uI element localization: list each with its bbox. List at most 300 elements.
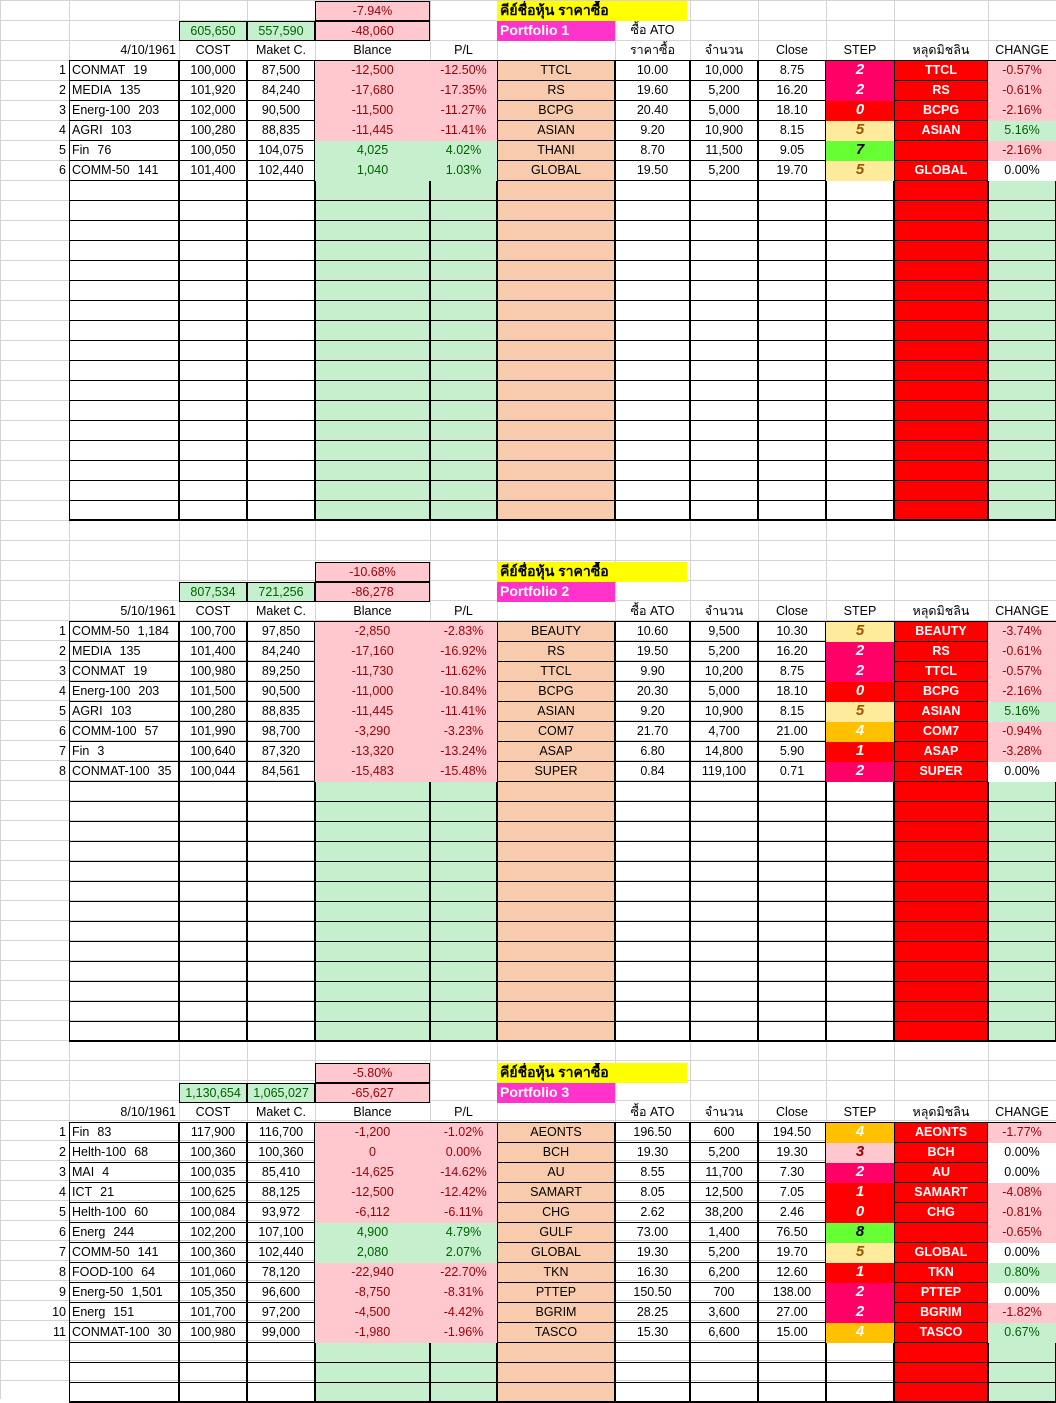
step-cell[interactable]: 1 — [826, 1263, 894, 1283]
balance-cell[interactable]: -1,200 — [315, 1123, 430, 1143]
cost-cell[interactable]: 100,360 — [190, 1245, 236, 1259]
cost-cell[interactable]: 101,400 — [190, 163, 236, 177]
pl-cell[interactable]: -8.31% — [430, 1283, 497, 1303]
pl-cell[interactable]: 4.79% — [430, 1223, 497, 1243]
pl-cell[interactable]: -3.23% — [430, 722, 497, 742]
balance-cell[interactable]: -14,625 — [315, 1163, 430, 1183]
balance-cell[interactable]: 1,040 — [315, 161, 430, 181]
balance-cell[interactable]: -17,160 — [315, 642, 430, 662]
change-cell[interactable]: -1.77% — [988, 1123, 1056, 1143]
pl-cell[interactable]: -11.41% — [430, 121, 497, 141]
change-cell[interactable]: 0.00% — [988, 161, 1056, 181]
close-cell[interactable]: 194.50 — [772, 1125, 812, 1139]
buy-price-cell[interactable]: 0.84 — [640, 764, 665, 778]
pl-cell[interactable]: -2.83% — [430, 622, 497, 642]
stock-cell[interactable]: GULF — [539, 1225, 573, 1239]
portfolio-pl-percent[interactable]: -5.80% — [315, 1063, 430, 1083]
group-cell[interactable] — [69, 1283, 179, 1303]
buy-price-cell[interactable]: 8.55 — [640, 1165, 665, 1179]
change-cell[interactable]: 0.00% — [988, 1283, 1056, 1303]
stop-cell[interactable]: TTCL — [925, 63, 957, 77]
stop-cell[interactable]: BCH — [927, 1145, 955, 1159]
pl-cell[interactable]: -14.62% — [430, 1163, 497, 1183]
stock-cell[interactable]: ASIAN — [537, 123, 575, 137]
step-cell[interactable]: 4 — [826, 722, 894, 742]
cost-cell[interactable]: 101,920 — [190, 83, 236, 97]
stock-cell[interactable]: BCPG — [538, 103, 574, 117]
market-cell[interactable]: 90,500 — [261, 103, 301, 117]
balance-cell[interactable]: -11,000 — [315, 682, 430, 702]
change-cell[interactable]: -0.94% — [988, 722, 1056, 742]
balance-cell[interactable]: -8,750 — [315, 1283, 430, 1303]
group-cell[interactable] — [69, 1203, 179, 1223]
buy-price-cell[interactable]: 196.50 — [633, 1125, 672, 1139]
change-cell[interactable]: -4.08% — [988, 1183, 1056, 1203]
step-cell[interactable]: 2 — [826, 61, 894, 81]
buy-price-cell[interactable]: 20.40 — [636, 103, 669, 117]
balance-cell[interactable]: -11,445 — [315, 121, 430, 141]
step-cell[interactable]: 8 — [826, 1223, 894, 1243]
pl-cell[interactable]: -13.24% — [430, 742, 497, 762]
change-cell[interactable]: -2.16% — [988, 141, 1056, 161]
stock-cell[interactable]: GLOBAL — [530, 163, 582, 177]
pl-cell[interactable]: 1.03% — [430, 161, 497, 181]
stock-cell[interactable]: TTCL — [540, 63, 572, 77]
group-cell[interactable] — [69, 1323, 179, 1343]
pl-cell[interactable]: -15.48% — [430, 762, 497, 782]
pl-cell[interactable]: -1.96% — [430, 1323, 497, 1343]
cost-cell[interactable]: 100,980 — [190, 1325, 236, 1339]
group-cell[interactable] — [69, 1143, 179, 1163]
cost-cell[interactable]: 100,000 — [190, 63, 236, 77]
step-cell[interactable]: 5 — [826, 121, 894, 141]
market-cell[interactable]: 87,320 — [261, 744, 301, 758]
total-cost[interactable]: 1,130,654 — [179, 1083, 247, 1103]
buy-price-cell[interactable]: 19.60 — [636, 83, 669, 97]
pl-cell[interactable]: -6.11% — [430, 1203, 497, 1223]
step-cell[interactable]: 2 — [826, 1163, 894, 1183]
cost-cell[interactable]: 100,625 — [190, 1185, 236, 1199]
group-cell[interactable] — [69, 1123, 179, 1143]
balance-cell[interactable]: -2,850 — [315, 622, 430, 642]
market-cell[interactable]: 84,240 — [261, 83, 301, 97]
qty-cell[interactable]: 700 — [713, 1285, 735, 1299]
qty-cell[interactable]: 1,400 — [708, 1225, 740, 1239]
pl-cell[interactable]: -12.50% — [430, 61, 497, 81]
change-cell[interactable]: -0.61% — [988, 642, 1056, 662]
change-cell[interactable]: 0.00% — [988, 1163, 1056, 1183]
buy-price-cell[interactable]: 9.90 — [640, 664, 665, 678]
cost-cell[interactable]: 101,990 — [190, 724, 236, 738]
market-cell[interactable]: 102,440 — [258, 1245, 304, 1259]
group-cell[interactable] — [69, 702, 179, 722]
market-cell[interactable]: 104,075 — [258, 143, 304, 157]
stock-cell[interactable]: RS — [547, 644, 565, 658]
qty-cell[interactable]: 11,500 — [705, 143, 743, 157]
cost-cell[interactable]: 100,044 — [190, 764, 236, 778]
change-cell[interactable]: 0.00% — [988, 1143, 1056, 1163]
pl-cell[interactable]: 2.07% — [430, 1243, 497, 1263]
step-cell[interactable]: 2 — [826, 762, 894, 782]
group-cell[interactable] — [69, 61, 179, 81]
portfolio-pl-percent[interactable]: -10.68% — [315, 562, 430, 582]
close-cell[interactable]: 16.20 — [776, 83, 808, 97]
cost-cell[interactable]: 100,280 — [190, 123, 236, 137]
total-balance[interactable]: -48,060 — [315, 21, 430, 41]
qty-cell[interactable]: 38,200 — [704, 1205, 744, 1219]
balance-cell[interactable]: -15,483 — [315, 762, 430, 782]
change-cell[interactable]: -0.61% — [988, 81, 1056, 101]
cost-cell[interactable]: 100,360 — [190, 1145, 236, 1159]
close-cell[interactable]: 19.30 — [776, 1145, 808, 1159]
group-cell[interactable] — [69, 1223, 179, 1243]
step-cell[interactable]: 4 — [826, 1323, 894, 1343]
group-cell[interactable] — [69, 622, 179, 642]
step-cell[interactable]: 2 — [826, 1303, 894, 1323]
stop-cell[interactable]: GLOBAL — [914, 1245, 968, 1259]
stop-cell[interactable] — [894, 141, 988, 161]
qty-cell[interactable]: 9,500 — [708, 624, 740, 638]
stop-cell[interactable]: ASIAN — [921, 123, 961, 137]
market-cell[interactable]: 107,100 — [258, 1225, 304, 1239]
market-cell[interactable]: 116,700 — [258, 1125, 304, 1139]
stop-cell[interactable]: GLOBAL — [914, 163, 968, 177]
step-cell[interactable]: 3 — [826, 1143, 894, 1163]
step-cell[interactable]: 5 — [826, 1243, 894, 1263]
group-cell[interactable] — [69, 121, 179, 141]
balance-cell[interactable]: -11,500 — [315, 101, 430, 121]
qty-cell[interactable]: 4,700 — [708, 724, 740, 738]
total-balance[interactable]: -86,278 — [315, 582, 430, 602]
stock-cell[interactable]: AEONTS — [530, 1125, 582, 1139]
cost-cell[interactable]: 100,035 — [190, 1165, 236, 1179]
change-cell[interactable]: -1.82% — [988, 1303, 1056, 1323]
stop-cell[interactable]: ASAP — [923, 744, 959, 758]
change-cell[interactable]: 0.80% — [988, 1263, 1056, 1283]
market-cell[interactable]: 87,500 — [261, 63, 301, 77]
cost-cell[interactable]: 102,000 — [190, 103, 236, 117]
total-cost[interactable]: 605,650 — [179, 21, 247, 41]
total-market[interactable]: 1,065,027 — [247, 1083, 315, 1103]
total-market[interactable]: 721,256 — [247, 582, 315, 602]
group-cell[interactable] — [69, 1183, 179, 1203]
balance-cell[interactable]: -1,980 — [315, 1323, 430, 1343]
qty-cell[interactable]: 5,200 — [708, 1245, 740, 1259]
group-cell[interactable] — [69, 161, 179, 181]
balance-cell[interactable]: -12,500 — [315, 1183, 430, 1203]
cost-cell[interactable]: 100,980 — [190, 664, 236, 678]
stop-cell[interactable]: BCPG — [922, 103, 960, 117]
step-cell[interactable]: 2 — [826, 642, 894, 662]
close-cell[interactable]: 2.46 — [779, 1205, 805, 1219]
close-cell[interactable]: 7.05 — [779, 1185, 805, 1199]
close-cell[interactable]: 16.20 — [776, 644, 808, 658]
market-cell[interactable]: 84,240 — [261, 644, 301, 658]
step-cell[interactable]: 1 — [826, 742, 894, 762]
balance-cell[interactable]: 4,025 — [315, 141, 430, 161]
stop-cell[interactable] — [894, 1223, 988, 1243]
close-cell[interactable]: 10.30 — [776, 624, 808, 638]
stop-cell[interactable]: TTCL — [925, 664, 957, 678]
stop-cell[interactable]: ASIAN — [921, 704, 961, 718]
qty-cell[interactable]: 6,200 — [708, 1265, 740, 1279]
step-cell[interactable]: 2 — [826, 81, 894, 101]
buy-price-cell[interactable]: 9.20 — [640, 704, 665, 718]
buy-price-cell[interactable]: 16.30 — [636, 1265, 669, 1279]
step-cell[interactable]: 0 — [826, 1203, 894, 1223]
close-cell[interactable]: 0.71 — [779, 764, 805, 778]
change-cell[interactable]: -0.57% — [988, 662, 1056, 682]
cost-cell[interactable]: 101,400 — [190, 644, 236, 658]
qty-cell[interactable]: 5,000 — [708, 684, 740, 698]
change-cell[interactable]: 0.00% — [988, 1243, 1056, 1263]
buy-price-cell[interactable]: 15.30 — [636, 1325, 669, 1339]
stock-cell[interactable]: PTTEP — [535, 1285, 577, 1299]
qty-cell[interactable]: 600 — [713, 1125, 735, 1139]
buy-price-cell[interactable]: 150.50 — [633, 1285, 672, 1299]
balance-cell[interactable]: -17,680 — [315, 81, 430, 101]
pl-cell[interactable]: -10.84% — [430, 682, 497, 702]
change-cell[interactable]: 0.67% — [988, 1323, 1056, 1343]
pl-cell[interactable]: 4.02% — [430, 141, 497, 161]
step-cell[interactable]: 0 — [826, 101, 894, 121]
stock-cell[interactable]: SAMART — [530, 1185, 582, 1199]
close-cell[interactable]: 8.15 — [779, 704, 805, 718]
close-cell[interactable]: 138.00 — [772, 1285, 812, 1299]
close-cell[interactable]: 5.90 — [779, 744, 805, 758]
group-cell[interactable] — [69, 1243, 179, 1263]
qty-cell[interactable]: 14,800 — [704, 744, 744, 758]
stock-cell[interactable]: SUPER — [534, 764, 578, 778]
market-cell[interactable]: 78,120 — [261, 1265, 301, 1279]
balance-cell[interactable]: -13,320 — [315, 742, 430, 762]
change-cell[interactable]: -3.74% — [988, 622, 1056, 642]
pl-cell[interactable]: -4.42% — [430, 1303, 497, 1323]
group-cell[interactable] — [69, 742, 179, 762]
group-cell[interactable] — [69, 1263, 179, 1283]
change-cell[interactable]: 5.16% — [988, 121, 1056, 141]
stock-cell[interactable]: AU — [547, 1165, 565, 1179]
buy-price-cell[interactable]: 21.70 — [636, 724, 669, 738]
buy-price-cell[interactable]: 9.20 — [640, 123, 665, 137]
step-cell[interactable]: 4 — [826, 1123, 894, 1143]
pl-cell[interactable]: -22.70% — [430, 1263, 497, 1283]
change-cell[interactable]: -0.65% — [988, 1223, 1056, 1243]
total-market[interactable]: 557,590 — [247, 21, 315, 41]
cost-cell[interactable]: 100,700 — [190, 624, 236, 638]
cost-cell[interactable]: 101,060 — [190, 1265, 236, 1279]
group-cell[interactable] — [69, 101, 179, 121]
cost-cell[interactable]: 100,084 — [190, 1205, 236, 1219]
balance-cell[interactable]: -6,112 — [315, 1203, 430, 1223]
cost-cell[interactable]: 100,280 — [190, 704, 236, 718]
stop-cell[interactable]: COM7 — [922, 724, 960, 738]
stop-cell[interactable]: TASCO — [919, 1325, 963, 1339]
qty-cell[interactable]: 5,200 — [708, 644, 740, 658]
market-cell[interactable]: 88,835 — [261, 704, 301, 718]
cost-cell[interactable]: 102,200 — [190, 1225, 236, 1239]
qty-cell[interactable]: 119,100 — [701, 764, 747, 778]
portfolio-pl-percent[interactable]: -7.94% — [315, 1, 430, 21]
group-cell[interactable] — [69, 642, 179, 662]
cost-cell[interactable]: 101,500 — [190, 684, 236, 698]
close-cell[interactable]: 15.00 — [776, 1325, 808, 1339]
change-cell[interactable]: 0.00% — [988, 762, 1056, 782]
qty-cell[interactable]: 6,600 — [708, 1325, 740, 1339]
stock-cell[interactable]: BEAUTY — [530, 624, 581, 638]
market-cell[interactable]: 89,250 — [261, 664, 301, 678]
pl-cell[interactable]: -11.62% — [430, 662, 497, 682]
group-cell[interactable] — [69, 1163, 179, 1183]
close-cell[interactable]: 19.70 — [776, 163, 808, 177]
close-cell[interactable]: 18.10 — [776, 684, 808, 698]
stock-cell[interactable]: TKN — [543, 1265, 569, 1279]
close-cell[interactable]: 8.75 — [779, 63, 805, 77]
stop-cell[interactable]: SUPER — [919, 764, 963, 778]
qty-cell[interactable]: 12,500 — [704, 1185, 744, 1199]
group-cell[interactable] — [69, 662, 179, 682]
close-cell[interactable]: 18.10 — [776, 103, 808, 117]
stop-cell[interactable]: BCPG — [922, 684, 960, 698]
change-cell[interactable]: -3.28% — [988, 742, 1056, 762]
step-cell[interactable]: 7 — [826, 141, 894, 161]
qty-cell[interactable]: 10,000 — [704, 63, 744, 77]
group-cell[interactable] — [69, 1303, 179, 1323]
close-cell[interactable]: 76.50 — [776, 1225, 808, 1239]
stock-cell[interactable]: BGRIM — [535, 1305, 577, 1319]
market-cell[interactable]: 100,360 — [258, 1145, 304, 1159]
change-cell[interactable]: -2.16% — [988, 682, 1056, 702]
stop-cell[interactable]: SAMART — [914, 1185, 968, 1199]
stop-cell[interactable]: AU — [931, 1165, 951, 1179]
market-cell[interactable]: 98,700 — [261, 724, 301, 738]
pl-cell[interactable]: -16.92% — [430, 642, 497, 662]
qty-cell[interactable]: 11,700 — [705, 1165, 743, 1179]
close-cell[interactable]: 12.60 — [776, 1265, 808, 1279]
pl-cell[interactable]: -12.42% — [430, 1183, 497, 1203]
stop-cell[interactable]: RS — [932, 83, 950, 97]
market-cell[interactable]: 102,440 — [258, 163, 304, 177]
stock-cell[interactable]: TASCO — [534, 1325, 578, 1339]
buy-price-cell[interactable]: 6.80 — [640, 744, 665, 758]
stop-cell[interactable]: BGRIM — [920, 1305, 962, 1319]
cost-cell[interactable]: 117,900 — [190, 1125, 236, 1139]
total-cost[interactable]: 807,534 — [179, 582, 247, 602]
market-cell[interactable]: 88,835 — [261, 123, 301, 137]
buy-price-cell[interactable]: 73.00 — [636, 1225, 669, 1239]
close-cell[interactable]: 9.05 — [779, 143, 805, 157]
qty-cell[interactable]: 10,900 — [704, 123, 744, 137]
buy-price-cell[interactable]: 19.30 — [636, 1145, 669, 1159]
stock-cell[interactable]: RS — [547, 83, 565, 97]
qty-cell[interactable]: 5,200 — [708, 83, 740, 97]
market-cell[interactable]: 90,500 — [261, 684, 301, 698]
total-balance[interactable]: -65,627 — [315, 1083, 430, 1103]
stop-cell[interactable]: AEONTS — [914, 1125, 968, 1139]
qty-cell[interactable]: 10,200 — [704, 664, 744, 678]
step-cell[interactable]: 5 — [826, 161, 894, 181]
change-cell[interactable]: 5.16% — [988, 702, 1056, 722]
close-cell[interactable]: 21.00 — [776, 724, 808, 738]
group-cell[interactable] — [69, 81, 179, 101]
balance-cell[interactable]: -4,500 — [315, 1303, 430, 1323]
market-cell[interactable]: 93,972 — [261, 1205, 301, 1219]
stock-cell[interactable]: GLOBAL — [530, 1245, 582, 1259]
balance-cell[interactable]: 0 — [315, 1143, 430, 1163]
close-cell[interactable]: 8.15 — [779, 123, 805, 137]
market-cell[interactable]: 84,561 — [261, 764, 301, 778]
step-cell[interactable]: 5 — [826, 622, 894, 642]
buy-price-cell[interactable]: 28.25 — [636, 1305, 669, 1319]
stock-cell[interactable]: CHG — [542, 1205, 570, 1219]
cost-cell[interactable]: 100,640 — [190, 744, 236, 758]
market-cell[interactable]: 97,850 — [261, 624, 301, 638]
market-cell[interactable]: 97,200 — [261, 1305, 301, 1319]
close-cell[interactable]: 8.75 — [779, 664, 805, 678]
buy-price-cell[interactable]: 10.60 — [636, 624, 669, 638]
close-cell[interactable]: 19.70 — [776, 1245, 808, 1259]
buy-price-cell[interactable]: 19.50 — [636, 163, 669, 177]
step-cell[interactable]: 5 — [826, 702, 894, 722]
balance-cell[interactable]: 4,900 — [315, 1223, 430, 1243]
step-cell[interactable]: 1 — [826, 1183, 894, 1203]
stop-cell[interactable]: PTTEP — [920, 1285, 962, 1299]
cost-cell[interactable]: 105,350 — [190, 1285, 236, 1299]
balance-cell[interactable]: -11,445 — [315, 702, 430, 722]
qty-cell[interactable]: 5,000 — [708, 103, 740, 117]
pl-cell[interactable]: 0.00% — [430, 1143, 497, 1163]
balance-cell[interactable]: -22,940 — [315, 1263, 430, 1283]
buy-price-cell[interactable]: 10.00 — [636, 63, 669, 77]
balance-cell[interactable]: -12,500 — [315, 61, 430, 81]
qty-cell[interactable]: 5,200 — [708, 163, 740, 177]
pl-cell[interactable]: -1.02% — [430, 1123, 497, 1143]
qty-cell[interactable]: 5,200 — [708, 1145, 740, 1159]
market-cell[interactable]: 96,600 — [261, 1285, 301, 1299]
step-cell[interactable]: 2 — [826, 1283, 894, 1303]
qty-cell[interactable]: 3,600 — [708, 1305, 740, 1319]
stock-cell[interactable]: BCPG — [538, 684, 574, 698]
change-cell[interactable]: -0.57% — [988, 61, 1056, 81]
stop-cell[interactable]: RS — [932, 644, 950, 658]
cost-cell[interactable]: 101,700 — [190, 1305, 236, 1319]
buy-price-cell[interactable]: 19.30 — [636, 1245, 669, 1259]
buy-price-cell[interactable]: 2.62 — [640, 1205, 665, 1219]
buy-price-cell[interactable]: 8.05 — [640, 1185, 665, 1199]
change-cell[interactable]: -0.81% — [988, 1203, 1056, 1223]
balance-cell[interactable]: -3,290 — [315, 722, 430, 742]
close-cell[interactable]: 27.00 — [776, 1305, 808, 1319]
buy-price-cell[interactable]: 8.70 — [640, 143, 665, 157]
pl-cell[interactable]: -17.35% — [430, 81, 497, 101]
stock-cell[interactable]: BCH — [542, 1145, 570, 1159]
qty-cell[interactable]: 10,900 — [704, 704, 744, 718]
group-cell[interactable] — [69, 682, 179, 702]
group-cell[interactable] — [69, 762, 179, 782]
pl-cell[interactable]: -11.41% — [430, 702, 497, 722]
balance-cell[interactable]: -11,730 — [315, 662, 430, 682]
group-cell[interactable] — [69, 722, 179, 742]
change-cell[interactable]: -2.16% — [988, 101, 1056, 121]
buy-price-cell[interactable]: 19.50 — [636, 644, 669, 658]
pl-cell[interactable]: -11.27% — [430, 101, 497, 121]
stock-cell[interactable]: ASAP — [539, 744, 573, 758]
stock-cell[interactable]: ASIAN — [537, 704, 575, 718]
stop-cell[interactable]: CHG — [927, 1205, 955, 1219]
stop-cell[interactable]: BEAUTY — [915, 624, 967, 638]
step-cell[interactable]: 2 — [826, 662, 894, 682]
step-cell[interactable]: 0 — [826, 682, 894, 702]
